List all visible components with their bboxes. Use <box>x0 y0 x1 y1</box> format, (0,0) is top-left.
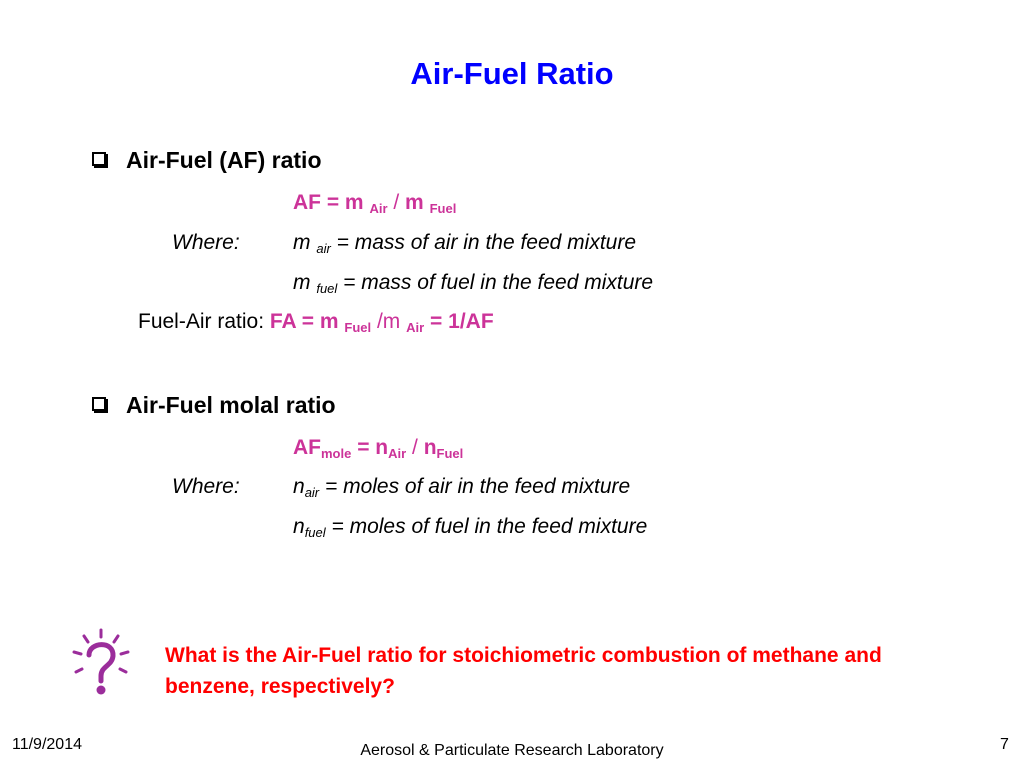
fuel-air-ratio: Fuel-Air ratio: FA = m $_{Fuel}$ /m $_{Air}$ = 1/AF <box>138 310 494 335</box>
question-icon-wrap <box>70 628 132 705</box>
def-mass-fuel: m $_{fuel}$ = mass of fuel in the feed mixture <box>293 271 654 296</box>
section2-bullet <box>92 395 106 413</box>
question-text: What is the Air-Fuel ratio for stoichiometric combustion of methane and benzene, respectively? <box>165 644 882 698</box>
square-bullet-icon <box>92 152 106 166</box>
def-moles-air: $n_{air}$ = moles of air in the feed mixture <box>293 475 631 500</box>
def-mass-air: m $_{air}$ = mass of air in the feed mixture <box>293 231 637 256</box>
question-mark-icon <box>70 628 132 700</box>
footer-date: 11/9/2014 <box>12 736 82 753</box>
section1-heading: Air-Fuel (AF) ratio <box>126 147 322 173</box>
where-label-1: Where: <box>172 231 240 254</box>
def-moles-fuel: $n_{fuel}$ = moles of fuel in the feed mixture <box>293 515 648 540</box>
section2-heading: Air-Fuel molal ratio <box>126 392 336 418</box>
af-formula: AF = m $_{Air}$ / m $_{Fuel}$ <box>293 191 457 216</box>
footer-page-number: 7 <box>1000 736 1009 753</box>
page-title: Air-Fuel Ratio <box>410 56 614 91</box>
square-bullet-icon <box>92 397 106 411</box>
footer-lab: Aerosol & Particulate Research Laboratory <box>360 742 664 759</box>
section1-bullet <box>92 150 106 168</box>
af-mole-formula: $AF_{mole} = n_{Air} / n_{Fuel}$ <box>293 436 464 461</box>
where-label-2: Where: <box>172 475 240 498</box>
